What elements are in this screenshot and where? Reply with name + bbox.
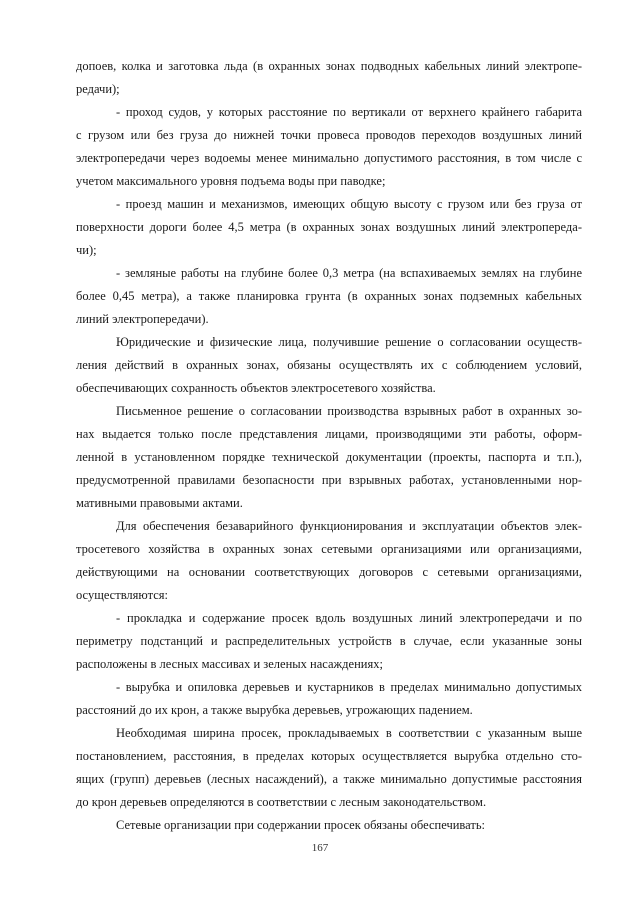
text-line: Необходимая ширина просек, прокладываемых в соответствии с указанным выше <box>116 726 582 740</box>
text-line: - прокладка и содержание просек вдоль воздушных линий электропередачи и по <box>116 611 582 625</box>
text-line: мативными правовыми актами. <box>76 496 243 510</box>
text-line: периметру подстанций и распределительных устройств в случае, если указанные зоны <box>76 634 582 648</box>
text-line: до крон деревьев определяются в соответствии с лесным законодательством. <box>76 795 487 809</box>
text-line: ления действий в охранных зонах, обязаны осуществлять их с соблюдением условий, <box>76 358 582 372</box>
text-line: Для обеспечения безаварийного функционирования и эксплуатации объектов элек- <box>116 519 582 533</box>
text-line: электропередачи через водоемы менее минимально допустимого расстояния, в том числе с <box>76 151 582 165</box>
text-line: - земляные работы на глубине более 0,3 метра (на вспахиваемых землях на глубине <box>116 266 582 280</box>
text-line: нах выдается только после представления лицами, производящими эти работы, оформ- <box>76 427 582 441</box>
text-line: - проход судов, у которых расстояние по вертикали от верхнего крайнего габарита <box>116 105 582 119</box>
text-line: Юридические и физические лица, получившие решение о согласовании осуществ- <box>116 335 582 349</box>
text-line: редачи); <box>76 82 120 96</box>
text-line: поверхности дороги более 4,5 метра (в охранных зонах воздушных линий электропереда- <box>76 220 582 234</box>
text-line: постановлением, расстояния, в пределах которых осуществляется вырубка отдельно сто- <box>76 749 582 763</box>
text-line: расстояний до их крон, а также вырубка деревьев, угрожающих падением. <box>76 703 473 717</box>
text-line: осуществляются: <box>76 588 168 602</box>
text-line: с грузом или без груза до нижней точки провеса проводов переходов воздушных линий <box>76 128 582 142</box>
page-number: 167 <box>311 842 329 854</box>
text-line: допоев, колка и заготовка льда (в охранных зонах подводных кабельных линий электропе- <box>76 59 582 73</box>
document-body <box>76 55 582 837</box>
text-line: линий электропередачи). <box>76 312 209 326</box>
text-line: обеспечивающих сохранность объектов электросетевого хозяйства. <box>76 381 436 395</box>
text-line: действующими на основании соответствующих договоров с сетевыми организациями, <box>76 565 582 579</box>
text-line: ящих (групп) деревьев (лесных насаждений), а также минимально допустимые расстояния <box>76 772 582 786</box>
text-line: более 0,45 метра), а также планировка грунта (в охранных зонах подземных кабельных <box>76 289 582 303</box>
text-line: расположены в лесных массивах и зеленых насаждениях; <box>76 657 383 671</box>
text-line: учетом максимального уровня подъема воды при паводке; <box>76 174 386 188</box>
text-line: чи); <box>76 243 97 257</box>
text-line: Письменное решение о согласовании производства взрывных работ в охранных зо- <box>116 404 582 418</box>
text-line: Сетевые организации при содержании просек обязаны обеспечивать: <box>116 818 486 832</box>
text-line: - вырубка и опиловка деревьев и кустарников в пределах минимально допустимых <box>116 680 582 694</box>
text-line: предусмотренной правилами безопасности при взрывных работах, установленными нор- <box>76 473 582 487</box>
text-line: тросетевого хозяйства в охранных зонах сетевыми организациями или организациями, <box>76 542 582 556</box>
text-line: ленной в установленном порядке технической документации (проекты, паспорта и т.п.), <box>76 450 582 464</box>
text-line: - проезд машин и механизмов, имеющих общую высоту с грузом или без груза от <box>116 197 582 211</box>
